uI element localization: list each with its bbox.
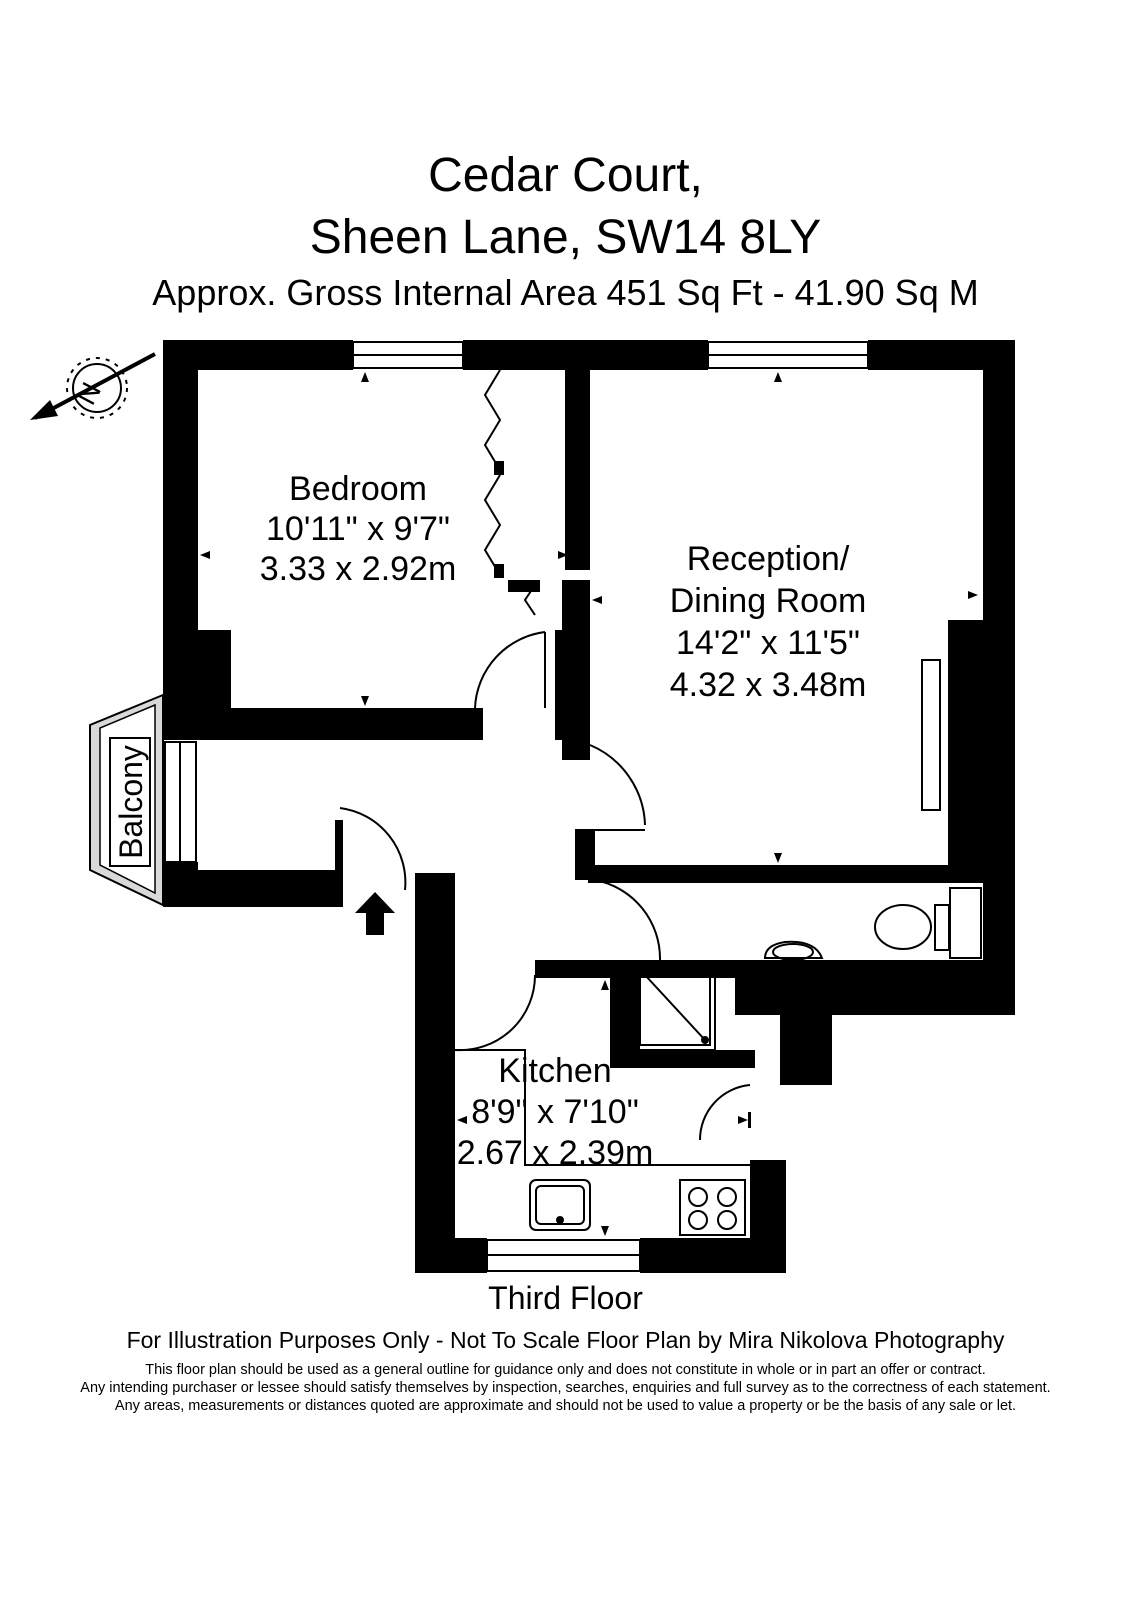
reception-metric: 4.32 x 3.48m	[669, 666, 867, 704]
reception-name-2: Dining Room	[669, 582, 867, 620]
bedroom-name: Bedroom	[289, 470, 427, 508]
kitchen-label	[457, 1052, 654, 1172]
toilet-icon	[875, 905, 949, 950]
floor-label: Third Floor	[488, 1280, 643, 1316]
hob-icon	[680, 1180, 745, 1235]
reception-imperial: 14'2" x 11'5"	[676, 624, 860, 662]
compass-icon	[30, 354, 155, 420]
kitchen-metric: 2.67 x 2.39m	[456, 1134, 654, 1172]
bedroom-metric: 3.33 x 2.92m	[259, 550, 457, 588]
entrance-arrow-icon	[355, 892, 395, 935]
wardrobe-doors	[485, 370, 535, 615]
gross-internal-area: Approx. Gross Internal Area 451 Sq Ft - 41.90 Sq M	[152, 272, 979, 313]
disclaimer-line-3: Any areas, measurements or distances quoted are approximate and should not be used to value a property or be the basis of any sale or let.	[114, 1398, 1017, 1414]
property-name: Cedar Court,	[428, 149, 703, 202]
basin-icon	[765, 942, 822, 960]
compass-north-letter: N	[70, 377, 108, 410]
kitchen-imperial: 8'9" x 7'10"	[471, 1093, 639, 1131]
disclaimer-line-2: Any intending purchaser or lessee should satisfy themselves by inspection, searches, enquiries and full survey as to the correctness of each statement.	[80, 1380, 1051, 1396]
kitchen-name: Kitchen	[498, 1052, 612, 1090]
bedroom-imperial: 10'11" x 9'7"	[266, 510, 450, 548]
reception-name-1: Reception/	[686, 540, 850, 578]
kitchen-sink-icon	[530, 1180, 590, 1230]
credit-line: For Illustration Purposes Only - Not To Scale Floor Plan by Mira Nikolova Photography	[126, 1327, 1005, 1353]
bedroom-label	[260, 470, 457, 588]
disclaimer-line-1: This floor plan should be used as a general outline for guidance only and does not constitute in whole or in part an offer or contract.	[145, 1362, 986, 1378]
property-address: Sheen Lane, SW14 8LY	[309, 211, 822, 264]
balcony	[90, 695, 163, 905]
reception-label	[670, 540, 867, 704]
balcony-label: Balcony	[113, 745, 149, 859]
